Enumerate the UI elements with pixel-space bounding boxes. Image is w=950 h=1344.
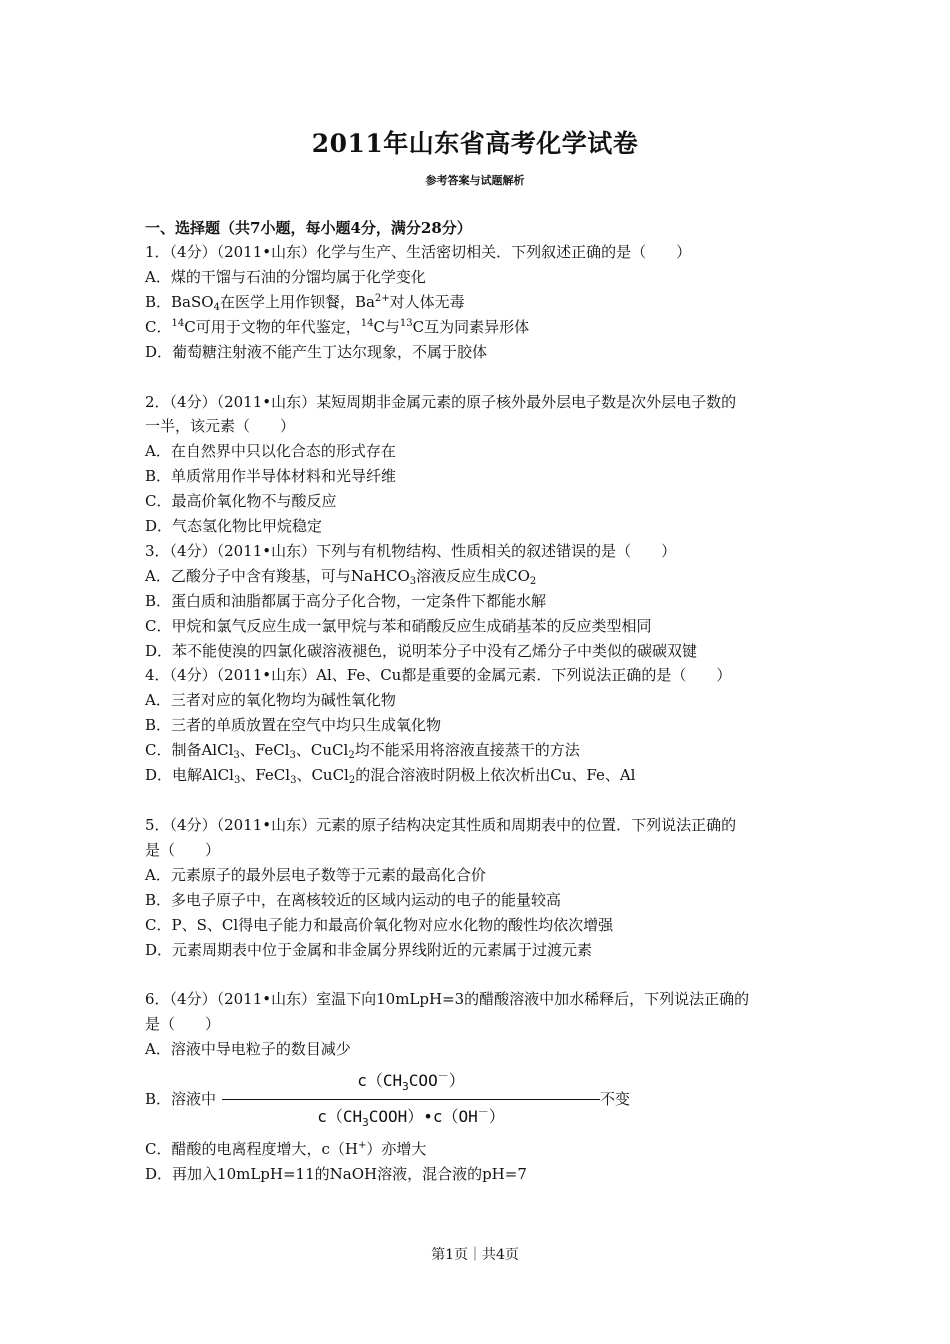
q6-option-b-prefix: B．溶液中 <box>145 1090 217 1108</box>
page-subtitle: 参考答案与试题解析 <box>425 174 525 187</box>
q2-option-a: A．在自然界中只以化合态的形式存在 <box>145 442 396 460</box>
page-footer: 第1页｜共4页 <box>431 1247 519 1263</box>
q2-option-d: D．气态氢化物比甲烷稳定 <box>145 517 323 535</box>
q3-option-c: C．甲烷和氯气反应生成一氯甲烷与苯和硝酸反应生成硝基苯的反应类型相同 <box>145 617 652 635</box>
q5-stem-line2: 是（ ） <box>145 841 221 859</box>
q6-option-d: D．再加入10mLpH=11的NaOH溶液，混合液的pH=7 <box>145 1165 527 1183</box>
q5-option-a: A．元素原子的最外层电子数等于元素的最高化合价 <box>145 866 486 884</box>
q3-option-d: D．苯不能使溴的四氯化碳溶液褪色，说明苯分子中没有乙烯分子中类似的碳碳双键 <box>145 642 698 660</box>
q2-stem-line2: 一半，该元素（ ） <box>145 417 296 435</box>
q4-option-b: B．三者的单质放置在空气中均只生成氧化物 <box>145 716 442 734</box>
q4-stem: 4．（4分）（2011•山东）Al、Fe、Cu都是重要的金属元素．下列说法正确的是（ ） <box>145 666 732 684</box>
fraction-bar <box>222 1099 600 1100</box>
q6-stem-line2: 是（ ） <box>145 1015 221 1033</box>
q1-option-b: B．BaSO$_4$在医学上用作钡餐，$Ba^{2+}$对人体无毒 <box>145 293 465 313</box>
q6-option-b-suffix: 不变 <box>600 1090 631 1108</box>
q3-stem: 3．（4分）（2011•山东）下列与有机物结构、性质相关的叙述错误的是（ ） <box>145 542 677 560</box>
q5-option-b: B．多电子原子中，在离核较近的区域内运动的电子的能量较高 <box>145 891 562 909</box>
fraction-denominator: $c(CH_3COOH)•c(OH^-)$ <box>317 1105 505 1129</box>
q1-option-c: C．$^{14}$C可用于文物的年代鉴定，$^{14}$C与$^{13}$C互为同素异形体 <box>145 318 530 336</box>
q4-option-d: D．电解AlCl$_3$、FeCl$_3$、CuCl$_2$的混合溶液时阴极上依次析出Cu、Fe、Al <box>145 766 636 786</box>
q6-option-a: A．溶液中导电粒子的数目减少 <box>145 1040 351 1058</box>
q2-stem-line1: 2．（4分）（2011•山东）某短周期非金属元素的原子核外最外层电子数是次外层电子数的 <box>145 393 737 411</box>
q5-stem-line1: 5．（4分）（2011•山东）元素的原子结构决定其性质和周期表中的位置．下列说法正确的 <box>145 816 737 834</box>
q1-stem: 1．（4分）（2011•山东）化学与生产、生活密切相关．下列叙述正确的是（ ） <box>145 243 692 261</box>
q1-option-a: A．煤的干馏与石油的分馏均属于化学变化 <box>145 268 426 286</box>
q3-option-a: A．乙酸分子中含有羧基，可与NaHCO$_3$溶液反应生成$CO_2$ <box>145 567 537 587</box>
q2-option-c: C．最高价氧化物不与酸反应 <box>145 492 337 510</box>
q1-option-d: D．葡萄糖注射液不能产生丁达尔现象，不属于胶体 <box>145 343 488 361</box>
section-heading: 一、选择题（共7小题，每小题4分，满分28分） <box>145 219 472 237</box>
page-title: 2011年山东省高考化学试卷 <box>311 129 639 158</box>
fraction-numerator: $c(CH_3COO^-)$ <box>357 1069 465 1093</box>
q5-option-c: C．P、S、Cl得电子能力和最高价氧化物对应水化物的酸性均依次增强 <box>145 916 614 934</box>
fraction-expression <box>222 1068 600 1130</box>
q5-option-d: D．元素周期表中位于金属和非金属分界线附近的元素属于过渡元素 <box>145 941 593 959</box>
q6-option-c: C．醋酸的电离程度增大，c（H+）亦增大 <box>145 1140 427 1158</box>
q4-option-c: C．制备AlCl$_3$、FeCl$_3$、CuCl$_2$均不能采用将溶液直接蒸干的方法 <box>145 741 580 761</box>
q3-option-b: B．蛋白质和油脂都属于高分子化合物，一定条件下都能水解 <box>145 592 547 610</box>
q6-stem-line1: 6．（4分）（2011•山东）室温下向10mLpH=3的醋酸溶液中加水稀释后，下列说法正确的 <box>145 990 750 1008</box>
q2-option-b: B．单质常用作半导体材料和光导纤维 <box>145 467 397 485</box>
q4-option-a: A．三者对应的氧化物均为碱性氧化物 <box>145 691 396 709</box>
